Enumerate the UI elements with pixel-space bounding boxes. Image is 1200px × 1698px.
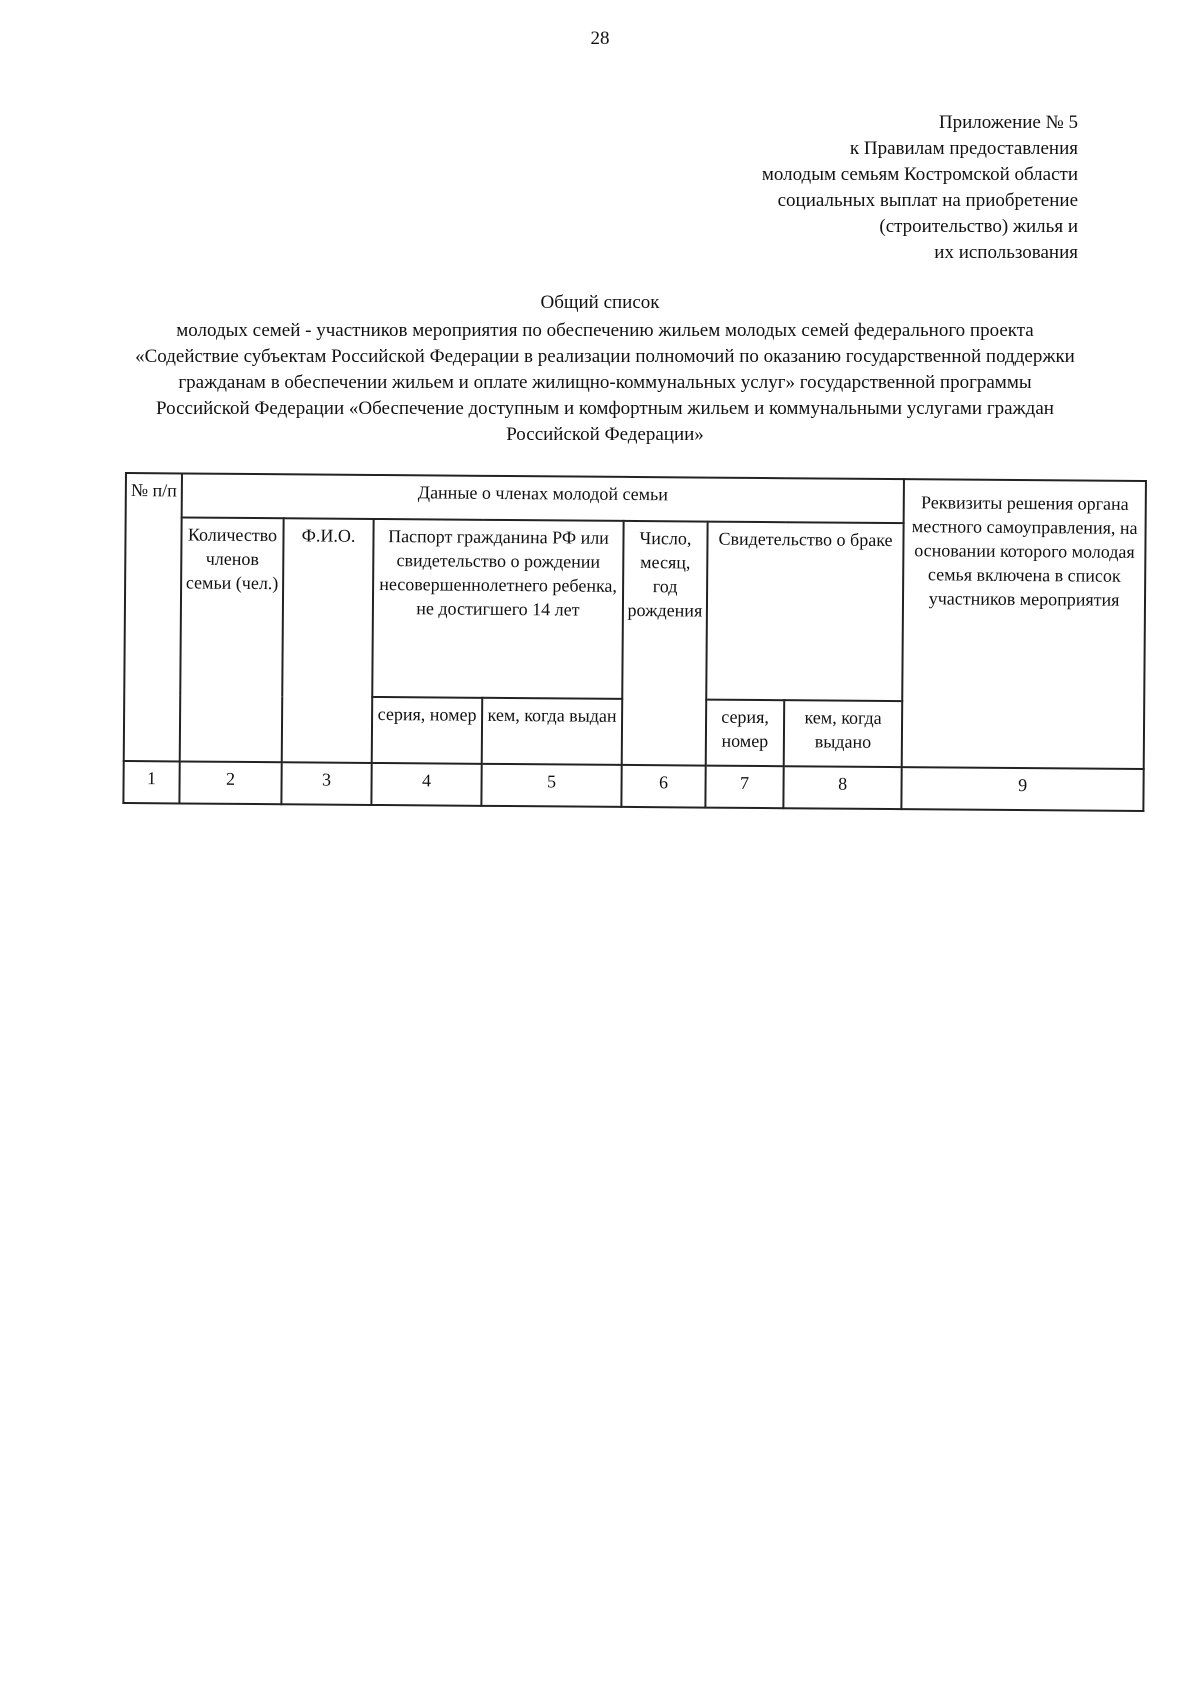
column-number: 7 xyxy=(705,766,783,809)
participants-table xyxy=(122,472,1147,812)
appendix-line: их использования xyxy=(934,242,1078,263)
header-cell-marriage-series: серия, номер xyxy=(706,700,785,767)
header-cell-fio: Ф.И.О. xyxy=(282,518,374,763)
column-number: 6 xyxy=(621,765,705,808)
column-number: 3 xyxy=(281,762,371,805)
appendix-header xyxy=(558,110,1078,266)
appendix-line: молодым семьям Костромской области xyxy=(761,164,1078,185)
appendix-line: (строительство) жилья и xyxy=(879,216,1078,237)
list-subtitle: молодых семей - участников мероприятия по обеспечению жильем молодых семей федерального проекта «Содействие субъектам Российской Федерации в реализации полномочий по оказанию государственной поддержки гражданам в обеспечении жильем и оплате жилищно-коммунальных услуг» государственной программы Российской Федерации «Обеспечение доступным и комфортным жильем и коммунальными услугами граждан Российской Федерации» xyxy=(135,320,1075,445)
column-number: 2 xyxy=(179,761,281,804)
header-cell-marriage-certificate: Свидетельство о браке xyxy=(706,522,903,702)
column-number: 1 xyxy=(123,761,179,803)
header-cell-birth-date: Число, месяц, год рождения xyxy=(622,521,708,766)
page-number: 28 xyxy=(590,28,610,49)
header-cell-marriage-issued: кем, когда выдано xyxy=(784,700,903,767)
participants-table-wrap xyxy=(122,472,1145,812)
column-number-row xyxy=(123,761,1143,811)
header-cell-number: № п/п xyxy=(124,473,182,761)
column-number: 8 xyxy=(783,766,901,809)
header-cell-passport-issued: кем, когда выдан xyxy=(482,698,623,765)
header-cell-decision: Реквизиты решения органа местного самоуправления, на основании которого молодая семья включена в список участников мероприятия xyxy=(902,479,1146,769)
list-title: Общий список xyxy=(540,292,660,313)
header-cell-passport-series: серия, номер xyxy=(372,697,483,764)
column-number: 4 xyxy=(371,763,481,806)
column-number: 9 xyxy=(901,767,1143,811)
appendix-line: к Правилам предоставления xyxy=(849,138,1078,159)
header-cell-family-data: Данные о членах молодой семьи xyxy=(182,473,904,523)
column-number: 5 xyxy=(481,764,621,807)
appendix-line: социальных выплат на приобретение xyxy=(777,190,1078,211)
appendix-line: Приложение № 5 xyxy=(938,112,1078,133)
header-cell-passport: Паспорт гражданина РФ или свидетельство о рождении несовершеннолетнего ребенка, не достигшего 14 лет xyxy=(372,519,623,699)
header-cell-member-count: Количество членов семьи (чел.) xyxy=(180,517,284,762)
